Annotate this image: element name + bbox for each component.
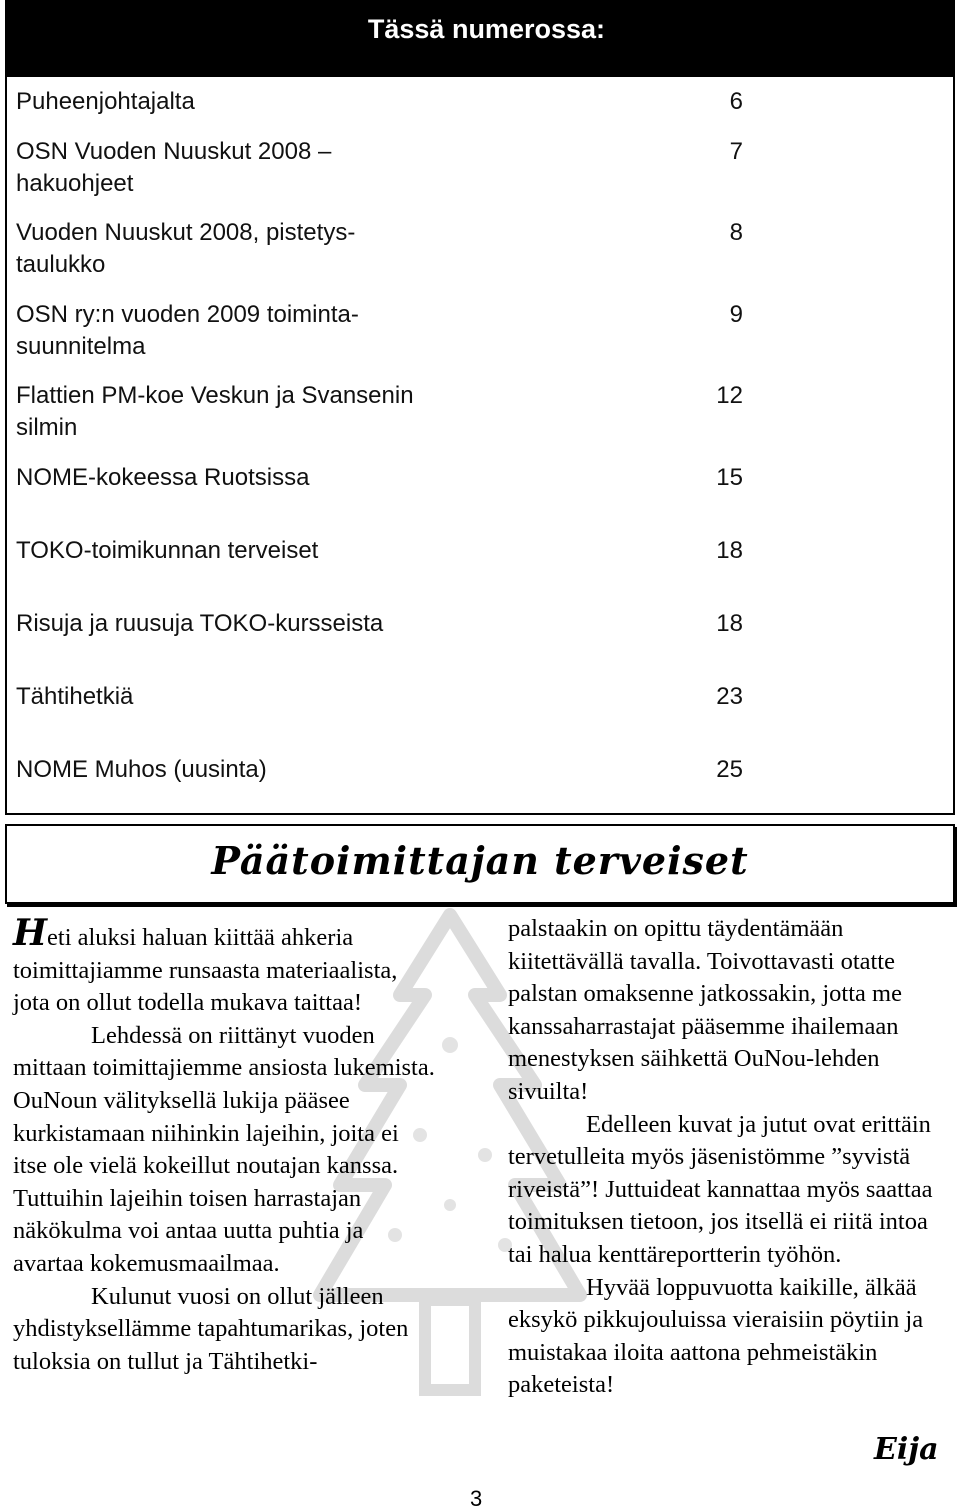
- editorial-paragraph: Kulunut vuosi on ollut jälleen yhdistyksellämme tapahtumarikas, joten tuloksia on tullut ja Tähtihetki-: [13, 1282, 409, 1375]
- editor-signature: Eija: [874, 1432, 939, 1467]
- page-number: 3: [470, 1486, 483, 1511]
- toc-entry-title: NOME Muhos (uusinta): [16, 756, 267, 783]
- toc-entry-page: 12: [716, 382, 743, 409]
- toc-entry-title: OSN Vuoden Nuuskut 2008 – hakuohjeet: [16, 138, 332, 197]
- toc-header: [7, 2, 953, 77]
- toc-entry-title: TOKO-toimikunnan terveiset: [16, 537, 319, 564]
- toc-entry-page: 18: [716, 610, 743, 637]
- toc-entry-page: 23: [716, 683, 743, 710]
- toc-entry-title: Vuoden Nuuskut 2008, pistetys- taulukko: [16, 219, 356, 278]
- editorial-column-left: [13, 912, 438, 1378]
- toc-entry-title: Tähtihetkiä: [16, 683, 134, 710]
- editorial-paragraph: Edelleen kuvat ja jutut ovat erittäin tervetulleita myös jäsenistömme ”syvistä riveistä”! Juttuideat kannattaa myös saattaa toimituksen tietoon, jos itsellä ei riitä intoa tai halua kenttäreportterin työhön.: [508, 1110, 933, 1268]
- drop-cap: H: [13, 912, 48, 954]
- editorial-paragraph: [13, 912, 438, 1020]
- toc-entry-page: 7: [729, 138, 743, 165]
- toc-entry-page: 9: [729, 301, 743, 328]
- toc-entry-page: 6: [729, 88, 743, 115]
- toc-entry-page: 25: [716, 756, 743, 783]
- toc-heading: Tässä numerossa:: [367, 14, 605, 44]
- toc-entry-title: OSN ry:n vuoden 2009 toiminta- suunnitelma: [16, 301, 359, 360]
- editorial-title: Päätoimittajan terveiset: [211, 838, 749, 883]
- editorial-paragraph: Hyvää loppuvuotta kaikille, älkää eksykö pikkujouluissa vieraisiin pöytiin ja muistakaa iloita aattona pehmeistäkin paketeista!: [508, 1273, 924, 1399]
- toc-entry-title: Risuja ja ruusuja TOKO-kursseista: [16, 610, 384, 637]
- table-of-contents: [5, 0, 955, 815]
- paragraph-text: eti aluksi haluan kiittää ahkeria toimittajiamme runsaasta materiaalista, jota on ollut todella mukava taittaa!: [13, 924, 398, 1017]
- toc-entry-page: 8: [729, 219, 743, 246]
- editorial-title-box: [5, 824, 955, 904]
- toc-entry-page: 18: [716, 537, 743, 564]
- toc-entry-page: 15: [716, 464, 743, 491]
- toc-entry-title: NOME-kokeessa Ruotsissa: [16, 464, 310, 491]
- editorial-paragraph: Lehdessä on riittänyt vuoden mittaan toimittajiemme ansiosta lukemista. OuNoun välityksellä lukija pääsee kurkistamaan niihinkin lajeihin, joita ei itse ole vielä kokeillut noutajan kanssa. Tuttuihin lajeihin toisen harrastajan näkökulma voi antaa uutta puhtia ja avartaa kokemusmaailmaa.: [13, 1021, 435, 1277]
- toc-entry-title: Flattien PM-koe Veskun ja Svansenin silmin: [16, 382, 414, 441]
- editorial-column-right: [508, 913, 948, 1402]
- editorial-paragraph: palstaakin on opittu täydentämään kiitettävällä tavalla. Toivottavasti otatte palstan omaksenne jatkossakin, jotta me kanssaharrastajat pääsemme ihailemaan menestyksen säihkettä OuNou-lehden sivuilta!: [508, 915, 902, 1105]
- toc-entry-title: Puheenjohtajalta: [16, 88, 195, 115]
